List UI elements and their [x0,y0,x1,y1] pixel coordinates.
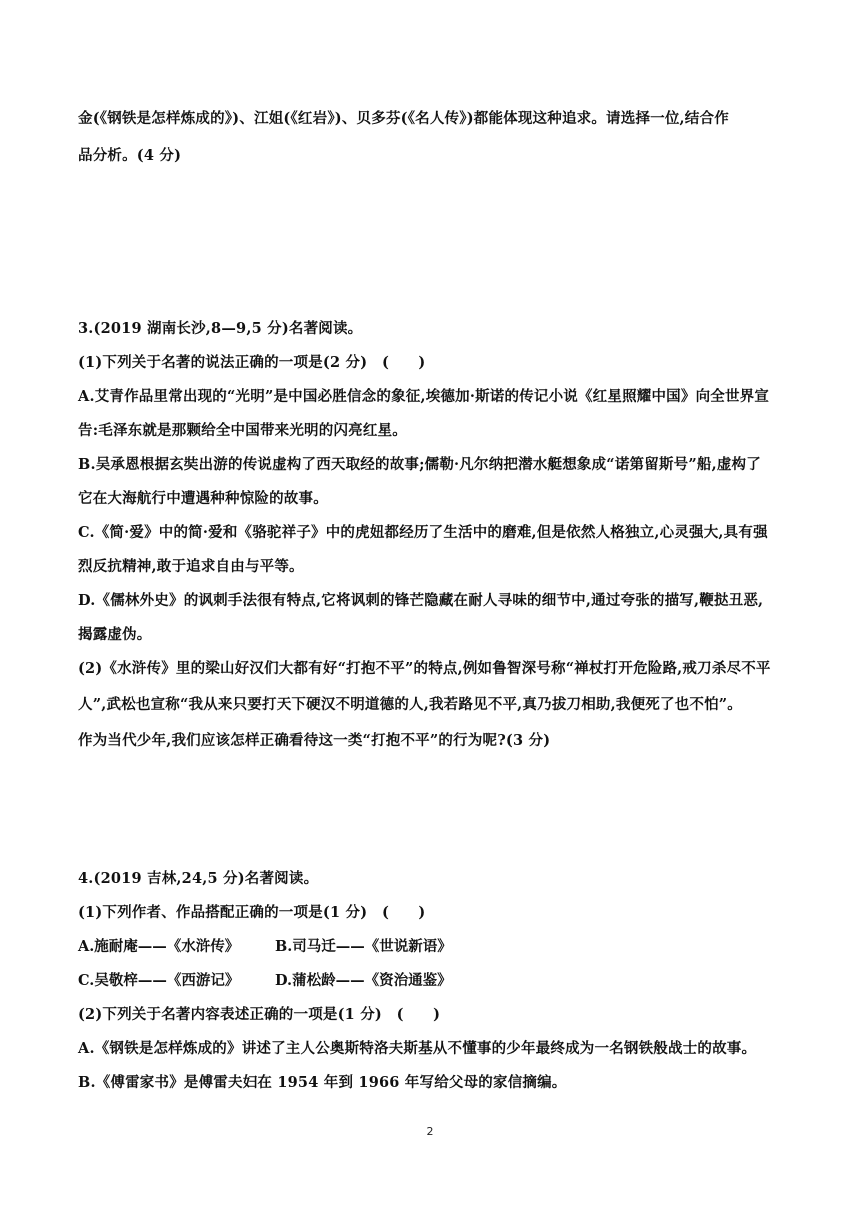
q2-tail-line-2: 品分析。(4 分) [78,147,182,164]
q4-sub1: (1)下列作者、作品搭配正确的一项是(1 分) ( ) [78,904,426,921]
q3-sub1: (1)下列关于名著的说法正确的一项是(2 分) ( ) [78,354,426,371]
q3-sub2-line-1: (2)《水浒传》里的梁山好汉们大都有好“打抱不平”的特点,例如鲁智深号称“禅杖打开危险路,戒刀杀尽不平 [78,660,771,677]
q4-options-row-1 [78,937,452,957]
q4-option-b: B.司马迁——《世说新语》 [275,938,452,955]
q4-option-c: C.吴敬梓——《西游记》 [78,972,240,989]
q3-option-a-line-2: 告:毛泽东就是那颗给全中国带来光明的闪亮红星。 [78,422,407,439]
q2-tail-line-1: 金(《钢铁是怎样炼成的》)、江姐(《红岩》)、贝多芬(《名人传》)都能体现这种追求。请选择一位,结合作 [78,110,729,127]
q3-option-d-line-1: D.《儒林外史》的讽刺手法很有特点,它将讽刺的锋芒隐藏在耐人寻味的细节中,通过夸张的描写,鞭挞丑恶, [78,592,764,609]
q4-options-row-2 [78,971,452,991]
q3-sub2-line-2: 人”,武松也宣称“我从来只要打天下硬汉不明道德的人,我若路见不平,真乃拔刀相助,我便死了也不怕”。 [78,696,743,713]
q4-option-a: A.施耐庵——《水浒传》 [78,938,240,955]
q3-option-b-line-2: 它在大海航行中遭遇种种惊险的故事。 [78,490,328,507]
q4-option-d: D.蒲松龄——《资治通鉴》 [275,972,452,989]
q4-sub2: (2)下列关于名著内容表述正确的一项是(1 分) ( ) [78,1006,441,1023]
q3-sub2-line-3: 作为当代少年,我们应该怎样正确看待这一类“打抱不平”的行为呢?(3 分) [78,732,551,749]
q4-header: 4.(2019 吉林,24,5 分)名著阅读。 [78,870,319,887]
q3-option-a-line-1: A.艾青作品里常出现的“光明”是中国必胜信念的象征,埃德加·斯诺的传记小说《红星照耀中国》向全世界宣 [78,388,770,405]
page-number: 2 [426,1125,434,1138]
q3-option-c-line-2: 烈反抗精神,敢于追求自由与平等。 [78,558,304,575]
q4-sub2-option-b: B.《傅雷家书》是傅雷夫妇在 1954 年到 1966 年写给父母的家信摘编。 [78,1074,567,1091]
q3-header: 3.(2019 湖南长沙,8—9,5 分)名著阅读。 [78,320,363,337]
q3-option-c-line-1: C.《简·爱》中的简·爱和《骆驼祥子》中的虎妞都经历了生活中的磨难,但是依然人格独立,心灵强大,具有强 [78,524,768,541]
q4-sub2-option-a: A.《钢铁是怎样炼成的》讲述了主人公奥斯特洛夫斯基从不懂事的少年最终成为一名钢铁般战士的故事。 [78,1040,757,1057]
q3-option-b-line-1: B.吴承恩根据玄奘出游的传说虚构了西天取经的故事;儒勒·凡尔纳把潜水艇想象成“诺第留斯号”船,虚构了 [78,456,761,473]
q3-option-d-line-2: 揭露虚伪。 [78,626,152,643]
